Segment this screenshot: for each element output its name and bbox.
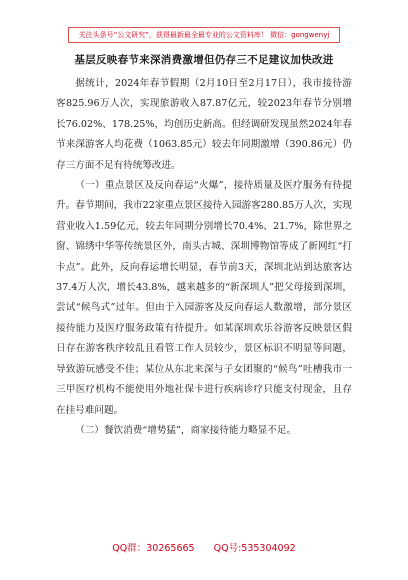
- footer-qq-group: QQ群：30265665: [112, 543, 195, 554]
- document-title: 基层反映春节来深消费激增但仍存三不足建议加快改进: [74, 54, 334, 66]
- paragraph-section-two: （二）餐饮消费“增势猛”，商家接待能力略显不足。: [75, 424, 297, 436]
- paragraph-section-one: （一）重点景区及反向春运“火爆”，接待质量及医疗服务有待提升。春节期间，我市22家重点景区接待入园游客280.85万人次，实现营业收入1.59亿元，较去年同期分别增长70.4%、21.7%，除世界之窗、锦绣中华等传统景区外，南头古城、深圳博物馆等成了新网红“打卡点”。此外，反向春运增长明显，春节前3天，深圳北站到达旅客达37.4万人次，增长43.8%，越来越多的“新深圳人”把父母接到深圳，尝试“候鸟式”过年。但由于入园游客及反向春运人数激增，部分景区接待能力及医疗服务政策有待提升。如某深圳欢乐谷游客反映景区假日存在游客秩序较乱且看管工作人员较少，景区标识不明显等问题，导致游玩感受不佳；某位从东北来深与子女团聚的“候鸟”吐槽我市一三甲医疗机构不能使用外地社保卡进行疾病诊疗只能支付现金，且存在挂号难问题。: [56, 180, 352, 416]
- paragraph-intro: 据统计，2024年春节假期（2月10日至2月17日），我市接待游客825.96万人次，实现旅游收入87.87亿元，较2023年春节分别增长76.02%、178.25%，均创历史新高。但经调研发现虽然2024年春节来深游客人均花费（1063.85元）较去年同期激增（390.86元）仍存三方面不足有待统筹改进。: [56, 78, 352, 171]
- document-body: [56, 74, 352, 441]
- footer-qq: QQ号:535304092: [213, 543, 296, 554]
- page-footer: [0, 540, 408, 554]
- promo-banner: 关注头条号“公文研究”，获得最新最全最专业的公文资料库！ 微信：gongwenyj: [68, 27, 340, 43]
